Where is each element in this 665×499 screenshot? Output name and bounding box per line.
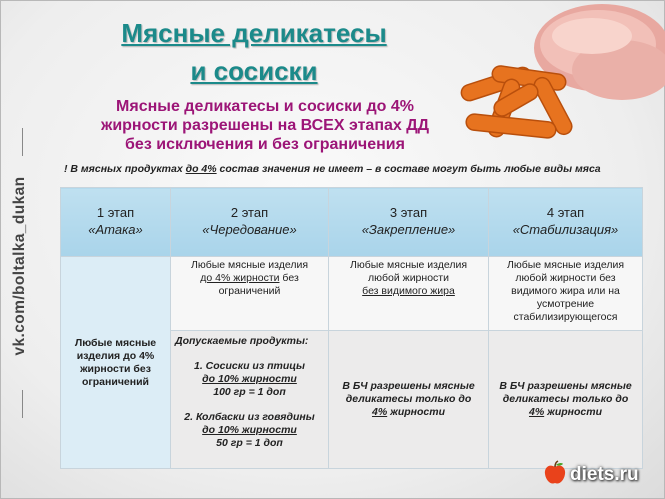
stage2-top-cell: [171, 257, 329, 331]
stage-number: 4 этап: [546, 205, 585, 220]
cell-line: 1. Сосиски из птицы: [193, 360, 306, 372]
logo-text: diets.ru: [570, 464, 639, 485]
page-title-line2: и сосиски: [190, 56, 318, 86]
stage1-cell: [61, 257, 171, 469]
vk-link[interactable]: vk.com/boltalka_dukan: [11, 176, 28, 356]
cell-text: без: [279, 272, 299, 284]
sausage-ham-illustration: [452, 0, 665, 152]
cell-line: [493, 406, 638, 419]
cell-text: жирности: [544, 406, 602, 418]
side-divider: [22, 390, 23, 418]
cell-line: деликатесы только до: [502, 393, 629, 405]
apple-icon: [543, 460, 567, 486]
diets-logo[interactable]: [540, 456, 665, 496]
page-title-line1: Мясные деликатесы: [121, 18, 387, 48]
cell-line: 100 гр = 1 доп: [213, 386, 286, 398]
stage-number: 3 этап: [389, 205, 428, 220]
table-header-row: [61, 188, 643, 257]
cell-line: В БЧ разрешены мясные: [342, 380, 475, 392]
cell-line: до 10% жирности: [202, 373, 297, 385]
cell-line: 50 гр = 1 доп: [216, 437, 283, 449]
stage-header: [171, 188, 329, 257]
cell-line: жирности без: [80, 362, 151, 375]
cell-line: любой жирности без: [515, 272, 616, 284]
cell-highlight: 4%: [371, 406, 388, 418]
stage3-top-cell: [329, 257, 489, 331]
cell-line: Любые мясные: [74, 336, 157, 349]
cell-line: усмотрение: [536, 298, 595, 310]
cell-line: стабилизирующегося: [513, 311, 618, 323]
note-highlight: до 4%: [185, 163, 217, 175]
cell-line: [333, 406, 484, 419]
cell-line: до 10% жирности: [202, 424, 297, 436]
subtitle: [70, 97, 460, 154]
side-caption: [4, 128, 42, 418]
stages-table: [60, 187, 643, 469]
cell-line: Любые мясные изделия: [349, 259, 468, 271]
cell-line: без видимого жира: [362, 285, 455, 297]
cell-line: Допускаемые продукты:: [175, 335, 309, 347]
cell-line: 2. Колбаски из говядины: [184, 411, 315, 423]
note-text: состав значения не имеет – в составе могут быть любые виды мяса: [216, 163, 601, 175]
note: [64, 163, 654, 175]
cell-line: Любые мясные изделия: [190, 259, 309, 271]
stage-header: [329, 188, 489, 257]
subtitle-line: без исключения и без ограничения: [125, 136, 405, 153]
cell-line: деликатесы только до: [345, 393, 472, 405]
cell-line: Любые мясные изделия: [506, 259, 625, 271]
cell-line: [175, 272, 324, 285]
cell-line: видимого жира или на: [511, 285, 620, 297]
stage-header: [61, 188, 171, 257]
cell-line: изделия до 4%: [76, 349, 155, 362]
cell-highlight: до 4% жирности: [200, 272, 280, 284]
stage-number: 2 этап: [230, 205, 269, 220]
cell-text: жирности: [387, 406, 445, 418]
stage2-bottom-cell: [171, 331, 329, 469]
stage-name: «Атака»: [88, 222, 143, 237]
cell-line: любой жирности: [368, 272, 449, 284]
cell-line: ограничений: [218, 285, 281, 297]
stage4-top-cell: [489, 257, 643, 331]
stage3-bottom-cell: [329, 331, 489, 469]
cell-line: В БЧ разрешены мясные: [499, 380, 632, 392]
subtitle-line: Мясные деликатесы и сосиски до 4%: [116, 98, 414, 115]
stage-name: «Чередование»: [202, 222, 297, 237]
cell-highlight: 4%: [528, 406, 545, 418]
table-row: [61, 257, 643, 331]
stage-name: «Закрепление»: [361, 222, 456, 237]
note-text: ! В мясных продуктах: [64, 163, 186, 175]
cell-line: ограничений: [81, 375, 150, 388]
stage4-bottom-cell: [489, 331, 643, 469]
stage-number: 1 этап: [96, 205, 135, 220]
subtitle-line: жирности разрешены на ВСЕХ этапах ДД: [100, 117, 430, 134]
stage-name: «Стабилизация»: [512, 222, 619, 237]
stage-header: [489, 188, 643, 257]
